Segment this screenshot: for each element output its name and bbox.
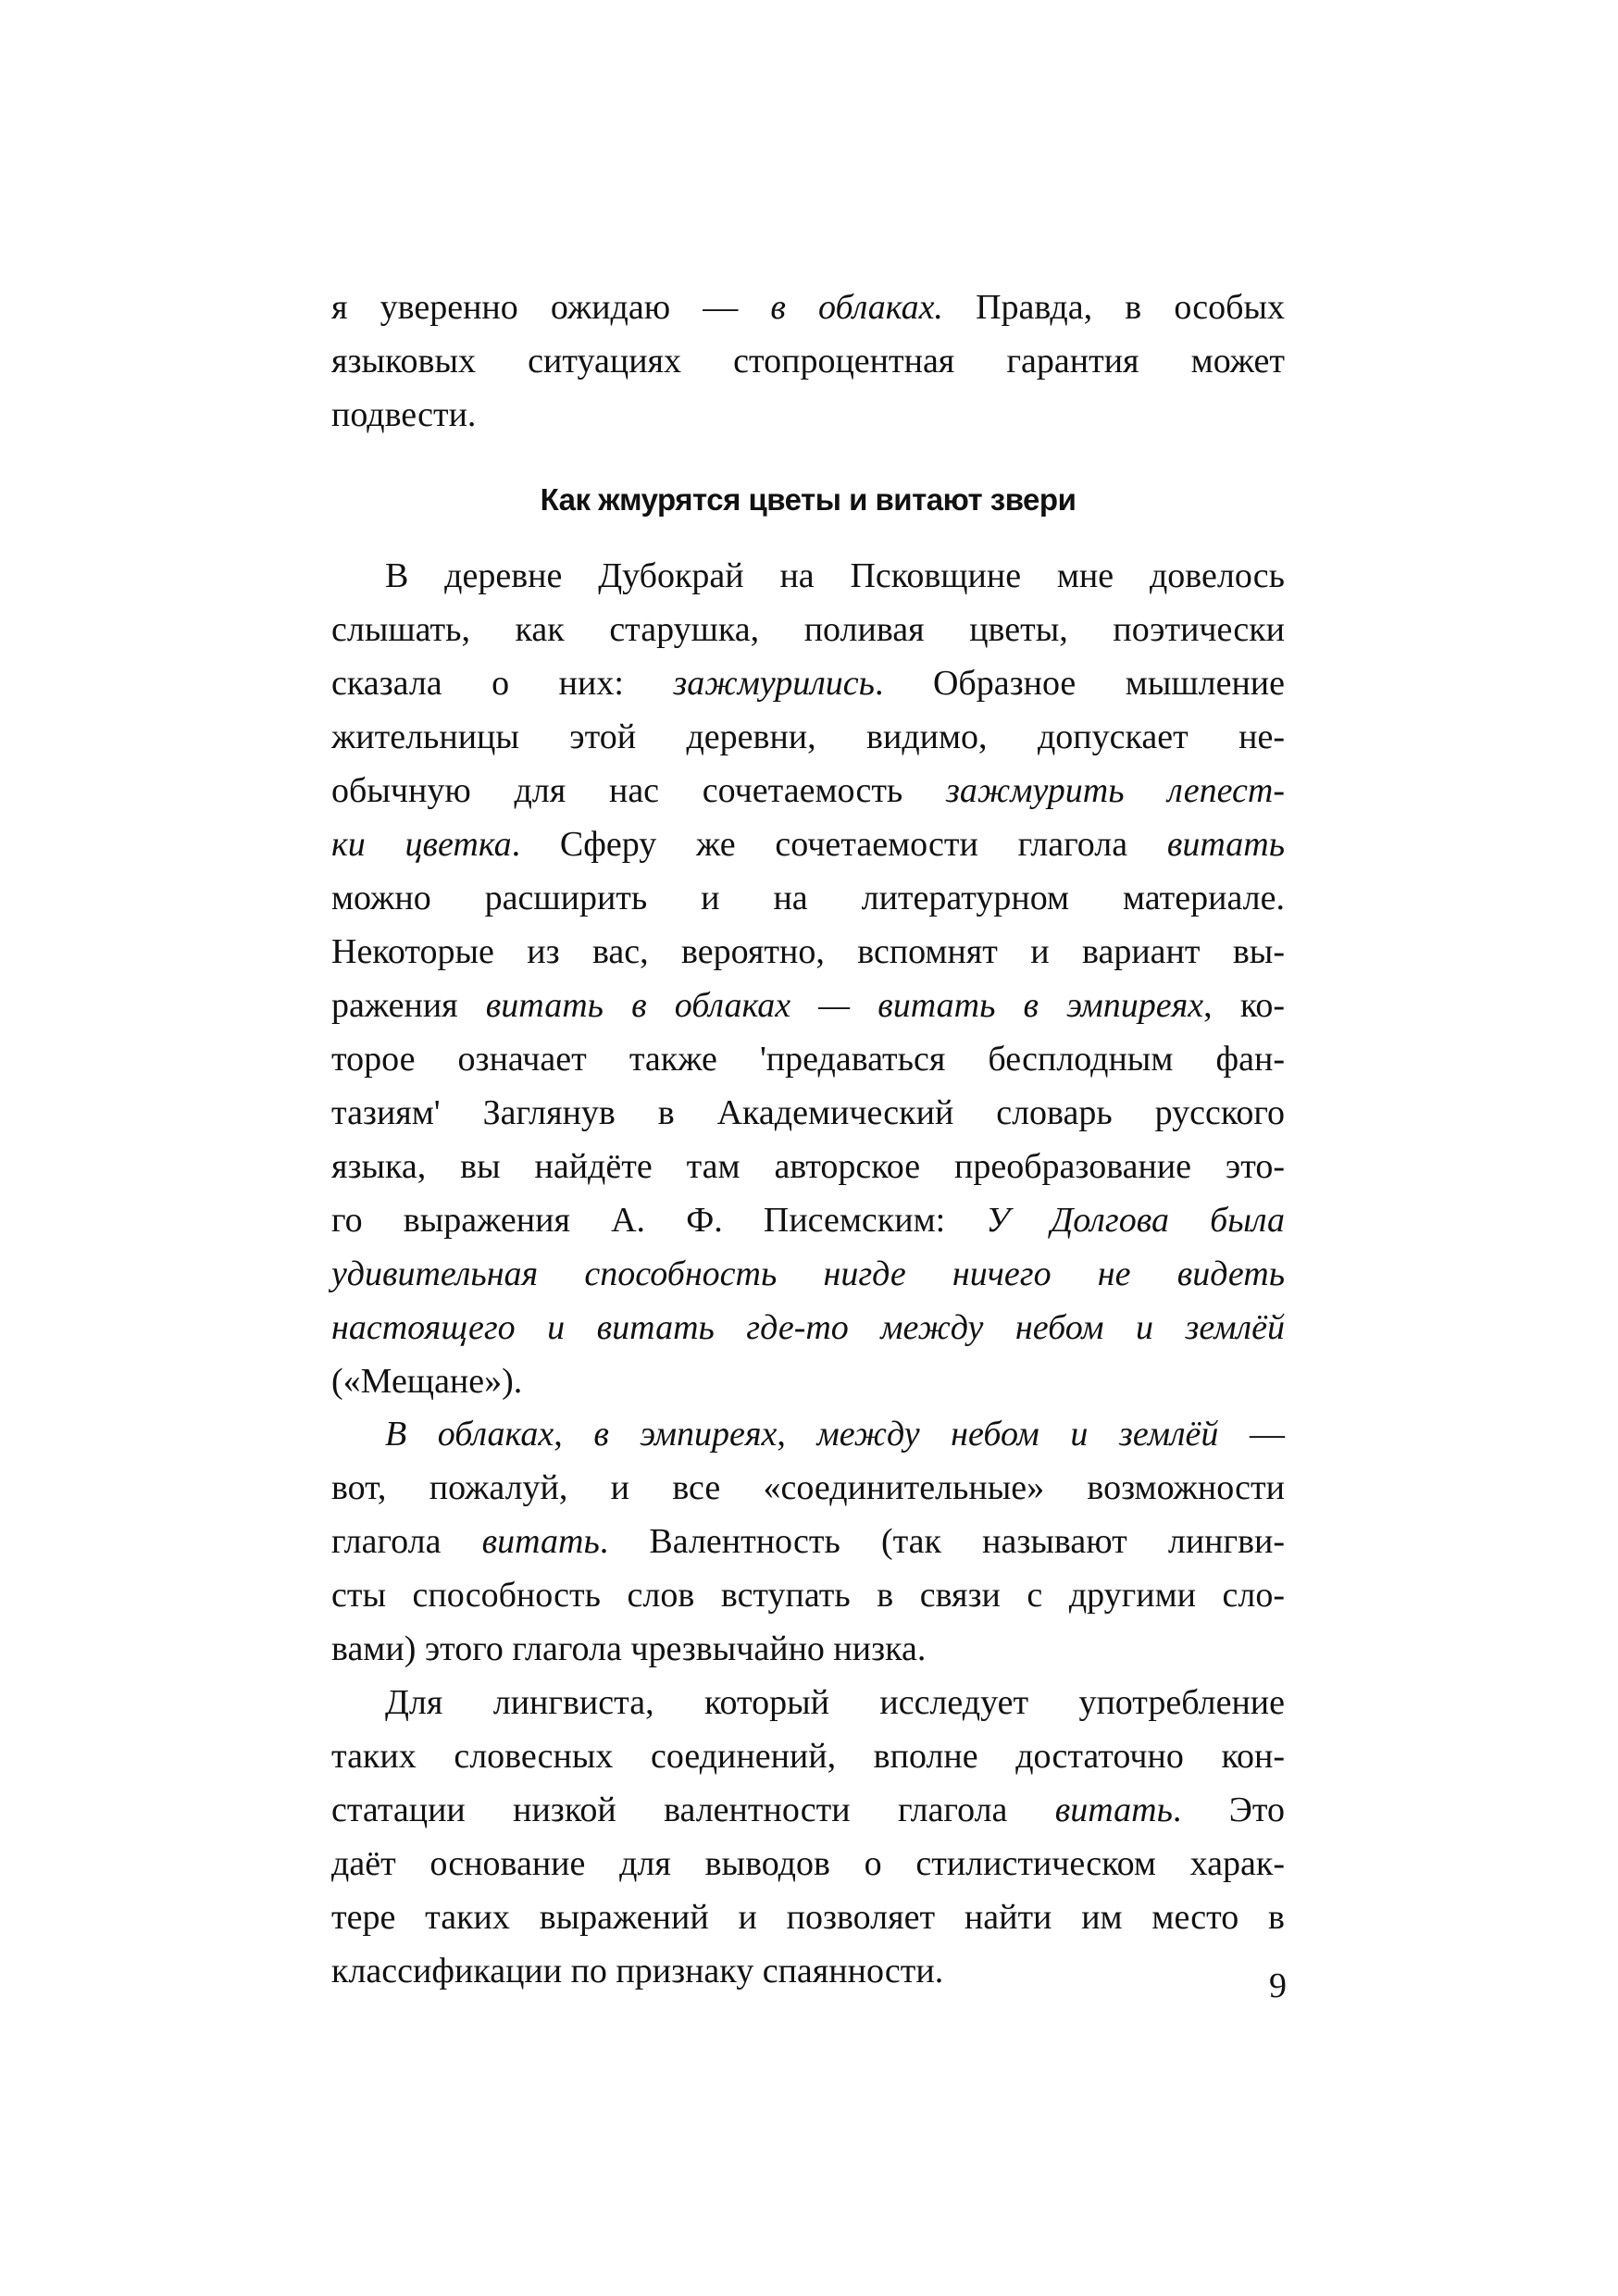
text-run: вами) этого глагола чрезвычайно низка. — [331, 1629, 927, 1668]
text-run: подвести. — [331, 395, 477, 434]
italic-text: между небом и землёй — [816, 1415, 1219, 1454]
text-run: торое означает также 'предаваться бесплодным фан- — [331, 1040, 1285, 1079]
text-run: жительницы этой деревни, видимо, допускает не- — [331, 718, 1285, 756]
text-line — [331, 764, 1285, 817]
text-run: , — [777, 1415, 817, 1454]
italic-text: витать в облаках — витать в эмпиреях — [485, 986, 1204, 1025]
text-run: классификации по признаку спаянности. — [331, 1952, 944, 1990]
text-run: слышать, как старушка, поливая цветы, поэтически — [331, 610, 1285, 649]
italic-text: настоящего и витать где-то между небом и землёй — [331, 1308, 1285, 1347]
text-line — [331, 656, 1285, 710]
text-run: обычную для нас сочетаемость — [331, 771, 947, 810]
text-run: тере таких выражений и позволяет найти им место в — [331, 1898, 1285, 1937]
text-run: Правда, в особых — [942, 288, 1285, 327]
text-run: языковых ситуациях стопроцентная гарантия может — [331, 342, 1285, 381]
text-line — [331, 1247, 1285, 1301]
text-run: я уверенно ожидаю — — [331, 288, 771, 327]
italic-text: В облаках — [385, 1415, 554, 1454]
text-line — [331, 1354, 1285, 1408]
italic-text: У Долгова была — [986, 1201, 1285, 1240]
italic-text: зажмурить лепест- — [946, 771, 1285, 810]
text-run: В деревне Дубокрай на Псковщине мне довелось — [385, 556, 1285, 595]
text-line — [331, 1944, 1285, 1998]
text-run: — — [1218, 1415, 1286, 1454]
text-line — [331, 1676, 1285, 1729]
italic-text: в облаках. — [770, 288, 943, 327]
italic-text: зажмурились — [673, 664, 875, 703]
text-run: тазиям' Заглянув в Академический словарь русского — [331, 1093, 1285, 1132]
section-title: Как жмурятся цветы и витают звери — [540, 482, 1077, 517]
text-line — [331, 1890, 1285, 1944]
text-run: . Образное мышление — [874, 664, 1285, 703]
text-run: («Мещане»). — [331, 1362, 523, 1401]
text-line — [331, 1193, 1285, 1247]
italic-text: витать — [481, 1522, 600, 1561]
text-line — [331, 1140, 1285, 1193]
paragraph — [331, 549, 1285, 1408]
text-run: вот, пожалуй, и все «соединительные» возможности — [331, 1468, 1285, 1507]
text-line — [331, 1301, 1285, 1354]
text-run: . Это — [1172, 1791, 1285, 1829]
carryover-paragraph — [331, 281, 1285, 442]
italic-text: витать — [1166, 825, 1285, 864]
text-line — [331, 871, 1285, 925]
text-run: таких словесных соединений, вполне достаточно кон- — [331, 1737, 1285, 1776]
text-run: . Сферу же сочетаемости глагола — [511, 825, 1167, 864]
text-line — [331, 1461, 1285, 1515]
text-run: , — [554, 1415, 594, 1454]
text-run: даёт основание для выводов о стилистическом харак- — [331, 1844, 1285, 1883]
text-run: языка, вы найдёте там авторское преобразование это- — [331, 1147, 1285, 1186]
text-run: . Валентность (так называют лингви- — [599, 1522, 1286, 1561]
paragraph — [331, 1676, 1285, 1998]
text-run: Некоторые из вас, вероятно, вспомнят и вариант вы- — [331, 932, 1285, 971]
text-line — [331, 388, 1285, 442]
text-run: глагола — [331, 1522, 482, 1561]
text-run: , ко- — [1203, 986, 1286, 1025]
text-line — [331, 603, 1285, 656]
text-run: Для лингвиста, который исследует употребление — [385, 1683, 1285, 1722]
italic-text: ки цветка — [331, 825, 512, 864]
text-line — [331, 979, 1285, 1032]
italic-text: в эмпиреях — [593, 1415, 778, 1454]
text-line — [331, 1622, 1285, 1676]
text-line — [331, 1783, 1285, 1837]
text-run: сказала о них: — [331, 664, 674, 703]
page-number: 9 — [1269, 1966, 1287, 2005]
paragraph — [331, 1407, 1285, 1676]
text-line — [331, 281, 1285, 334]
italic-text: витать — [1054, 1791, 1173, 1829]
text-line — [331, 334, 1285, 388]
text-line — [331, 1407, 1285, 1461]
text-run: сты способность слов вступать в связи с другими сло- — [331, 1576, 1285, 1615]
text-line — [331, 1032, 1285, 1086]
text-line — [331, 1086, 1285, 1140]
text-run: можно расширить и на литературном материале. — [331, 879, 1285, 917]
text-line — [331, 1837, 1285, 1890]
text-line — [331, 817, 1285, 871]
text-line — [331, 1729, 1285, 1783]
text-run: го выражения А. Ф. Писемским: — [331, 1201, 987, 1240]
text-line — [331, 1515, 1285, 1568]
text-line — [331, 549, 1285, 603]
text-line — [331, 710, 1285, 764]
text-line — [331, 1568, 1285, 1622]
italic-text: удивительная способность нигде ничего не видеть — [331, 1254, 1285, 1293]
text-line — [331, 925, 1285, 979]
text-run: статации низкой валентности глагола — [331, 1791, 1055, 1829]
text-run: ражения — [331, 986, 486, 1025]
